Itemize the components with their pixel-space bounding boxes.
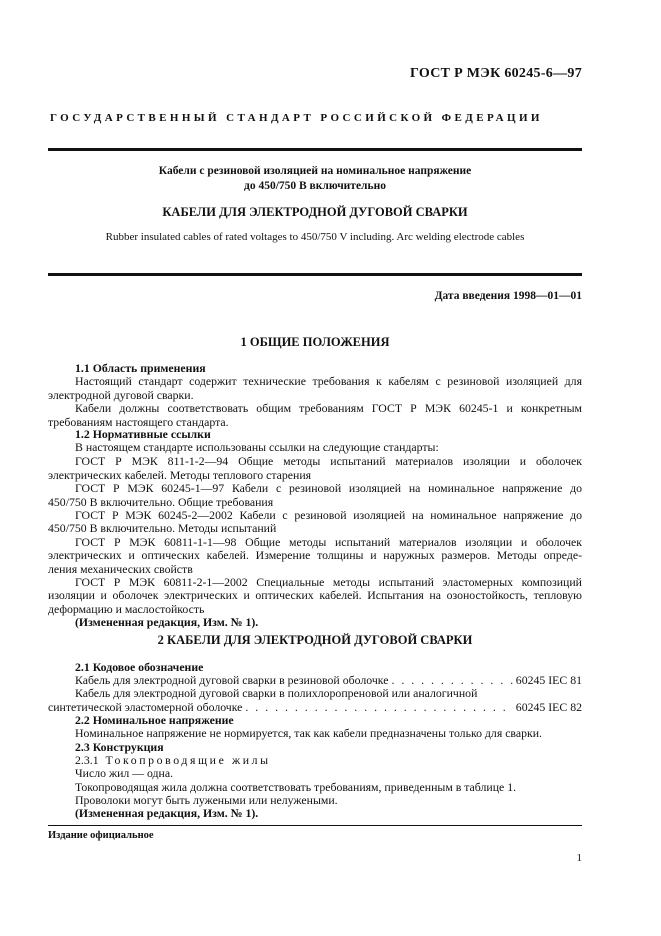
reference-line: изоляции и оболочек электрических и оптических кабелей. Испытания на озоностойкость, тепловую — [48, 588, 582, 602]
code-value: 60245 IEC 81 — [515, 673, 582, 687]
reference-line: ГОСТ Р МЭК 60245-2—2002 Кабели с резиновой изоляцией на номинальное напряжение до — [75, 508, 582, 522]
official-edition-label: Издание официальное — [48, 830, 154, 841]
paragraph-line: Число жил — одна. — [75, 766, 174, 780]
paragraph-line: требованиям настоящего стандарта. — [48, 415, 229, 429]
paragraph-line: Кабели должны соответствовать общим требованиям ГОСТ Р МЭК 60245-1 и конкретным — [75, 401, 582, 415]
clause-title: Токопроводящие жилы — [105, 753, 271, 767]
top-rule — [48, 148, 582, 151]
title-line-2: до 450/750 В включительно — [244, 180, 386, 192]
reference-line: ГОСТ Р МЭК 60811-1-1—98 Общие методы испытаний материалов изоляции и оболочек — [75, 535, 582, 549]
document-main-title: КАБЕЛИ ДЛЯ ЭЛЕКТРОДНОЙ ДУГОВОЙ СВАРКИ — [162, 205, 468, 219]
code-description: Кабель для электродной дуговой сварки в резиновой оболочке — [75, 673, 389, 687]
clause-number: 2.3.1 — [75, 753, 99, 767]
subsection-2-1-heading: 2.1 Кодовое обозначение — [75, 660, 204, 674]
subsection-2-3-heading: 2.3 Конструкция — [75, 740, 164, 754]
reference-line: ления механических свойств — [48, 562, 193, 576]
reference-line: электрических кабелей. Методы теплового старения — [48, 468, 312, 482]
page-number: 1 — [576, 852, 582, 864]
state-standard-heading: ГОСУДАРСТВЕННЫЙ СТАНДАРТ РОССИЙСКОЙ ФЕДЕРАЦИИ — [50, 112, 543, 124]
code-description: Кабель для электродной дуговой сварки в полихлоропреновой или аналогичной — [75, 686, 478, 700]
reference-line: 450/750 В включительно. Методы испытаний — [48, 521, 277, 535]
code-value: 60245 IEC 82 — [515, 700, 582, 714]
reference-line: ГОСТ Р МЭК 811-1-2—94 Общие методы испытаний материалов изоляции и оболочек — [75, 454, 582, 468]
amendment-note: (Измененная редакция, Изм. № 1). — [75, 615, 259, 629]
section-1-heading: 1 ОБЩИЕ ПОЛОЖЕНИЯ — [240, 335, 390, 349]
title-bottom-rule — [48, 273, 582, 276]
section-2-heading: 2 КАБЕЛИ ДЛЯ ЭЛЕКТРОДНОЙ ДУГОВОЙ СВАРКИ — [157, 633, 473, 647]
subsection-1-1-heading: 1.1 Область применения — [75, 361, 206, 375]
amendment-note: (Измененная редакция, Изм. № 1). — [75, 806, 259, 820]
paragraph-line: электродной дуговой сварки. — [48, 388, 194, 402]
leader-dots — [245, 701, 512, 715]
subsection-1-2-heading: 1.2 Нормативные ссылки — [75, 427, 211, 441]
paragraph-line: Номинальное напряжение не нормируется, так как кабели предназначены только для сварки. — [75, 726, 542, 740]
reference-line: электрических и оптических кабелей. Измерение толщины и наружных размеров. Методы опреде- — [48, 548, 582, 562]
reference-line: деформацию и маслостойкость — [48, 602, 205, 616]
footer-rule — [48, 825, 582, 826]
paragraph-line: Проволоки могут быть лужеными или нелужеными. — [75, 793, 338, 807]
paragraph-line: Токопроводящая жила должна соответствовать требованиям, приведенным в таблице 1. — [75, 780, 517, 794]
subsection-2-2-heading: 2.2 Номинальное напряжение — [75, 713, 234, 727]
standard-code: ГОСТ Р МЭК 60245-6—97 — [410, 66, 582, 81]
english-title: Rubber insulated cables of rated voltages to 450/750 V including. Arc welding electrode cables — [105, 231, 525, 243]
code-description: синтетической эластомерной оболочке — [48, 700, 243, 714]
reference-line: 450/750 В включительно. Общие требования — [48, 495, 274, 509]
title-line-1: Кабели с резиновой изоляцией на номинальное напряжение — [158, 165, 472, 177]
paragraph-line: В настоящем стандарте использованы ссылки на следующие стандарты: — [75, 440, 439, 454]
reference-line: ГОСТ Р МЭК 60811-2-1—2002 Специальные методы испытаний эластомерных композиций — [75, 575, 582, 589]
introduction-date: Дата введения 1998—01—01 — [434, 290, 582, 302]
reference-line: ГОСТ Р МЭК 60245-1—97 Кабели с резиновой изоляцией на номинальное напряжение до — [75, 481, 582, 495]
paragraph-line: Настоящий стандарт содержит технические требования к кабелям с резиновой изоляцией для — [75, 374, 582, 388]
